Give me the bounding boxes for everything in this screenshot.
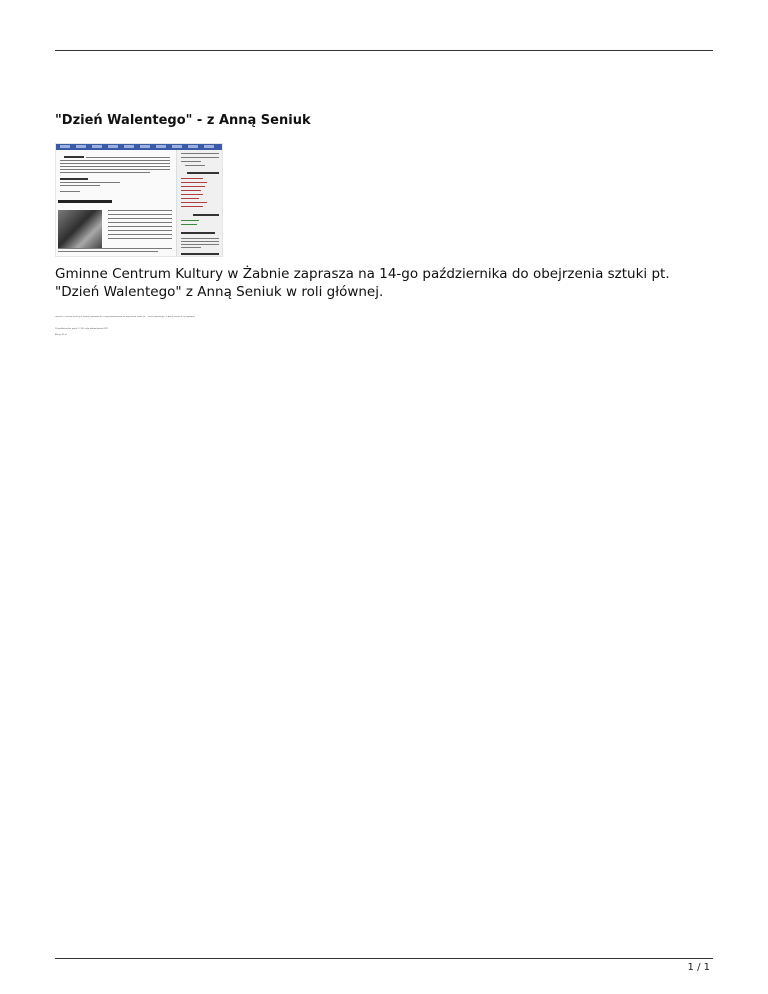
thumbnail-heading — [58, 200, 112, 203]
fine-print-line: 14 października, godz. 17:30, sala widowiskowa GCK — [55, 328, 108, 330]
thumbnail-photo — [58, 210, 102, 248]
article-title: "Dzień Walentego" - z Anną Seniuk — [55, 113, 311, 128]
website-screenshot-thumbnail — [55, 143, 223, 257]
lead-paragraph: Gminne Centrum Kultury w Żabnie zaprasza na 14-go października do obejrzenia sztuki pt. "Dzień Walentego" z Anną Seniuk w roli głównej. — [55, 266, 670, 300]
page-number: 1 / 1 — [687, 962, 710, 973]
thumbnail-sidebar — [176, 150, 223, 256]
bottom-rule — [55, 958, 713, 959]
fine-print-paragraph: Gminne Centrum Kultury w Żabnie zaprasza na 14-go października do obejrzenia sztuki pt. "Dzień Walentego" z Anną Seniuk w roli głównej. — [55, 316, 196, 318]
fine-print-line: Bilety: 35 zł — [55, 334, 67, 336]
top-rule — [55, 50, 713, 51]
